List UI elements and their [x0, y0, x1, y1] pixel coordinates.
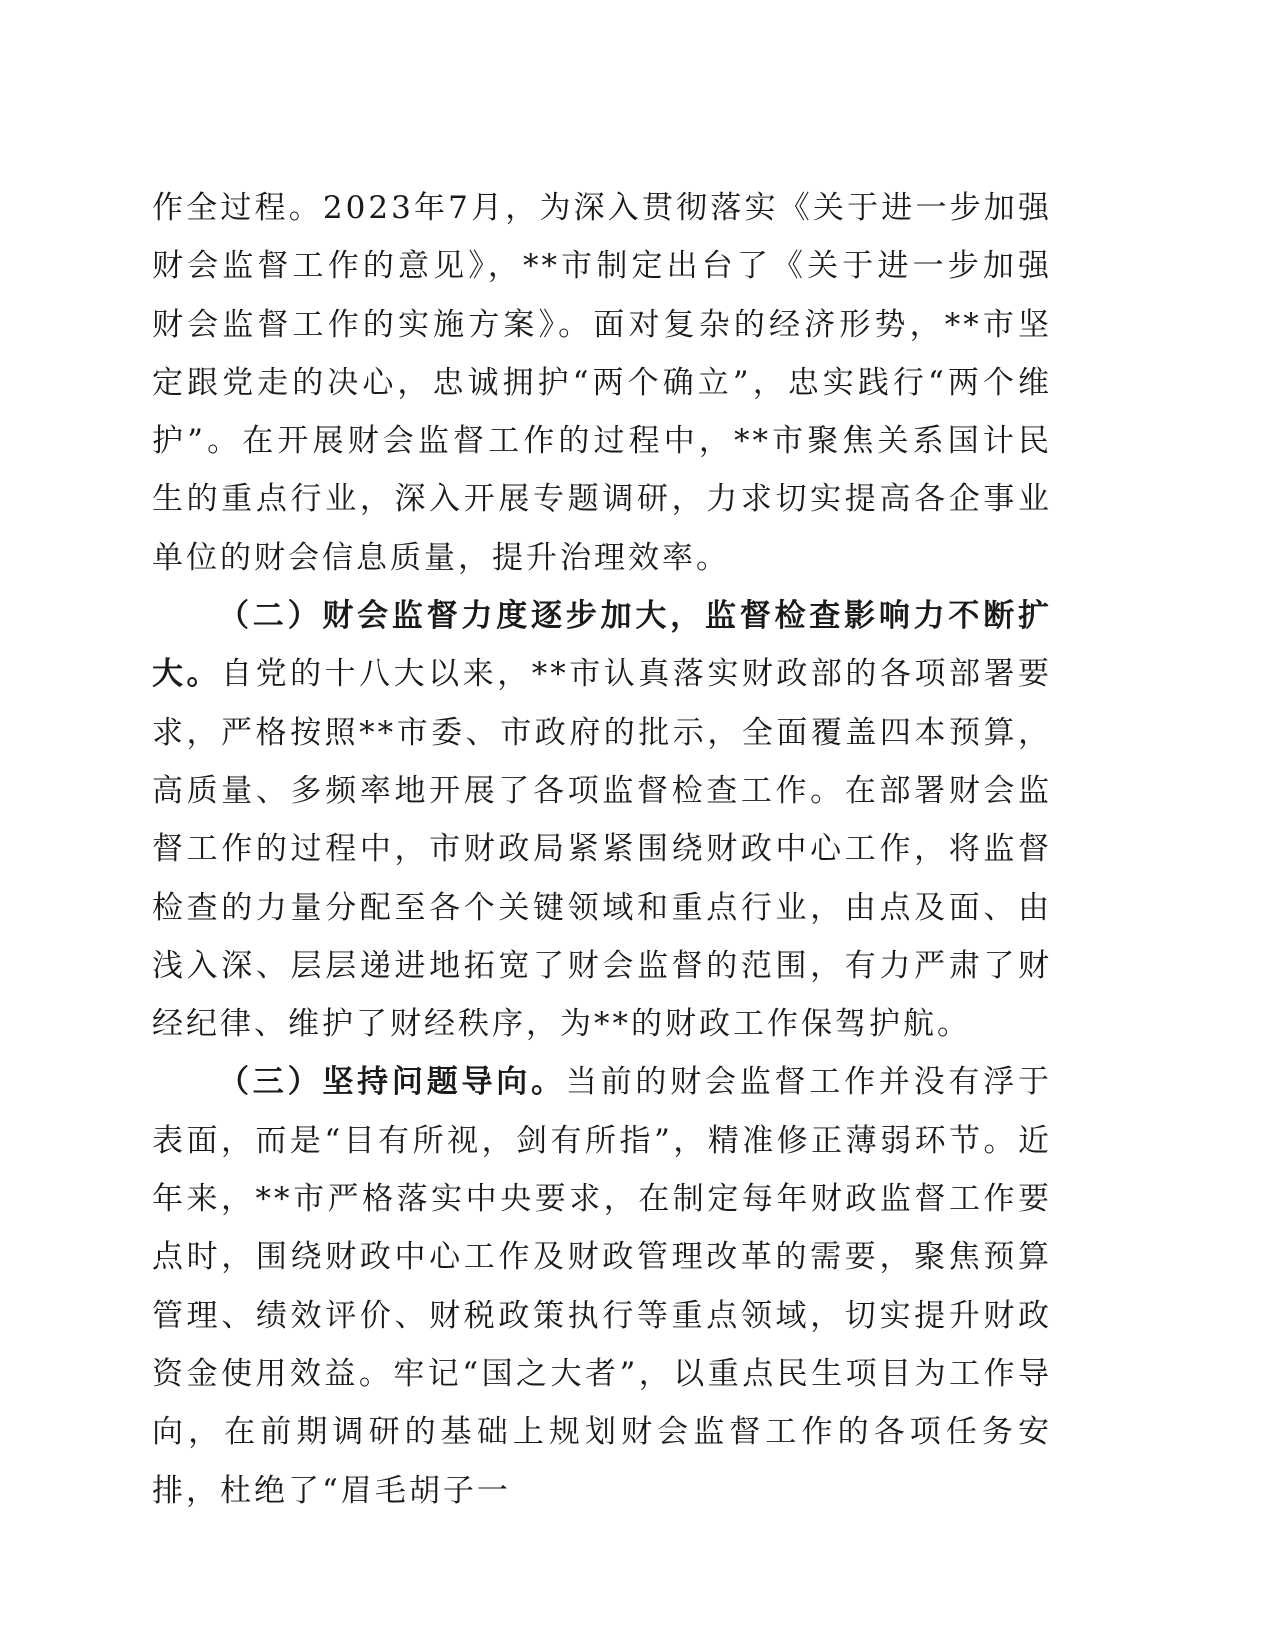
document-body [152, 179, 1052, 1520]
paragraph-2-text: 自党的十八大以来，**市认真落实财政部的各项部署要求，严格按照**市委、市政府的批示，全面覆盖四本预算，高质量、多频率地开展了各项监督检查工作。在部署财会监督工作的过程中，市财政局紧紧围绕财政中心工作，将监督检查的力量分配至各个关键领域和重点行业，由点及面、由浅入深、层层递进地拓宽了财会监督的范围，有力严肃了财经纪律、维护了财经秩序，为**的财政工作保驾护航。 [152, 656, 1053, 1043]
paragraph-1 [152, 179, 1052, 587]
section-heading-2: （二）财会监督力度逐步加大，监督检查影响力不断扩大。 [152, 598, 1052, 693]
paragraph-3 [152, 1053, 1052, 1519]
paragraph-3-text: 当前的财会监督工作并没有浮于表面，而是“目有所视，剑有所指”，精准修正薄弱环节。近年来，**市严格落实中央要求，在制定每年财政监督工作要点时，围绕财政中心工作及财政管理改革的需要，聚焦预算管理、绩效评价、财税政策执行等重点领域，切实提升财政资金使用效益。牢记“国之大者”，以重点民生项目为工作导向，在前期调研的基础上规划财会监督工作的各项任务安排，杜绝了“眉毛胡子一 [152, 1064, 1053, 1509]
paragraph-1-text: 作全过程。2023年7月，为深入贯彻落实《关于进一步加强财会监督工作的意见》，**市制定出台了《关于进一步加强财会监督工作的实施方案》。面对复杂的经济形势，**市坚定跟党走的决心，忠诚拥护“两个确立”，忠实践行“两个维护”。在开展财会监督工作的过程中，**市聚焦关系国计民生的重点行业，深入开展专题调研，力求切实提高各企事业单位的财会信息质量，提升治理效率。 [152, 190, 1052, 576]
section-heading-3: （三）坚持问题导向。 [218, 1064, 566, 1101]
paragraph-2 [152, 587, 1052, 1053]
